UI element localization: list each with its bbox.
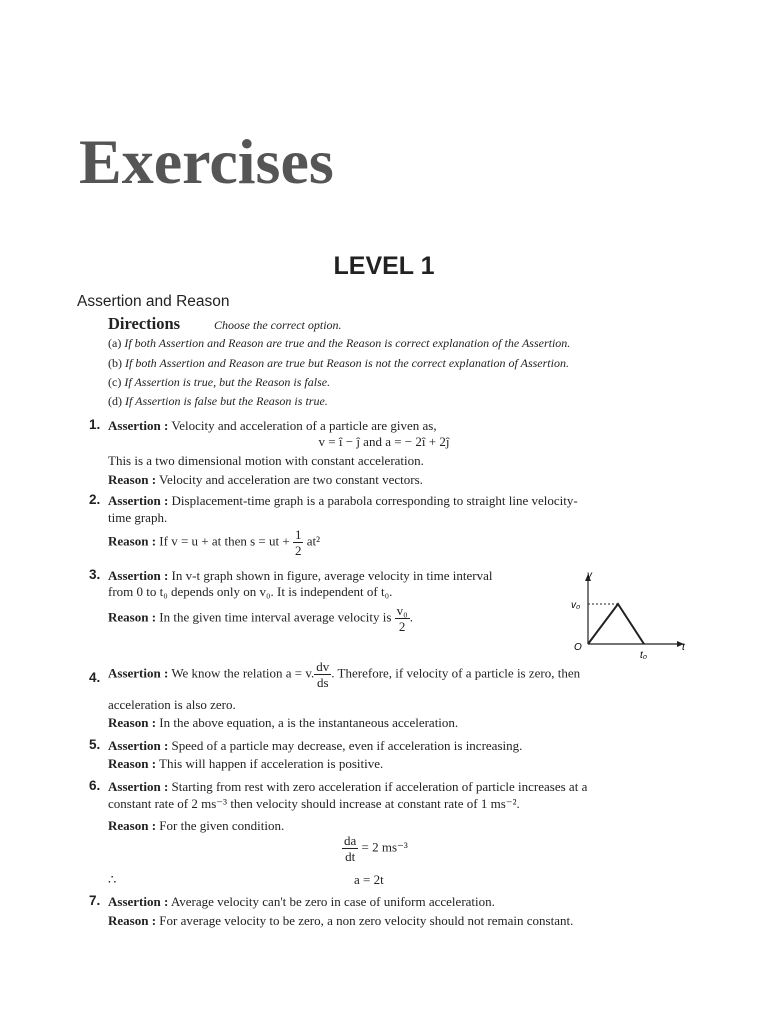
denominator: 2 (398, 619, 406, 634)
vt-graph (560, 566, 700, 666)
question-number: 1. (89, 417, 101, 432)
question-number: 2. (89, 492, 101, 507)
directions-text: Choose the correct option. (214, 318, 342, 332)
option-a (108, 336, 570, 351)
q4-reason (108, 715, 458, 731)
q2-assertion-cont: time graph. (108, 510, 168, 525)
assertion-text: Speed of a particle may decrease, even if acceleration is increasing. (171, 738, 523, 753)
reason-label: Reason : (108, 609, 157, 625)
reason-text: Velocity and acceleration are two constant vectors. (159, 472, 423, 487)
assertion-text: Displacement-time graph is a parabola corresponding to straight line velocity- (171, 493, 578, 508)
denominator: 2 (294, 543, 302, 558)
section-heading: Assertion and Reason (77, 293, 230, 310)
question-number: 7. (89, 893, 101, 908)
origin-label: O (574, 642, 582, 653)
q3-assertion-cont: from 0 to t₀ depends only on v₀. It is independent of t₀. (108, 584, 393, 599)
therefore-symbol: ∴ (108, 872, 117, 887)
equation-rhs: = 2 ms⁻³ (361, 839, 408, 855)
fraction (395, 604, 410, 633)
denominator: ds (317, 675, 329, 690)
fraction (342, 834, 358, 863)
assertion-text: Average velocity can't be zero in case of uniform acceleration. (170, 894, 495, 909)
q7-assertion (108, 894, 495, 910)
x-axis-label: t (682, 642, 685, 653)
reason-label: Reason : (108, 756, 157, 771)
assertion-label: Assertion : (108, 418, 169, 433)
q5-assertion (108, 738, 522, 754)
reason-text: In the given time interval average velocity is (159, 609, 392, 625)
reason-label: Reason : (108, 913, 157, 928)
assertion-text-end: . Therefore, if velocity of a particle is zero, then (331, 665, 581, 681)
level-heading: LEVEL 1 (333, 252, 435, 280)
q1-extra: This is a two dimensional motion with constant acceleration. (108, 453, 424, 468)
page-title: Exercises (79, 126, 334, 197)
assertion-text: We know the relation a = v. (171, 665, 315, 681)
numerator: 1 (294, 527, 302, 542)
option-d (108, 394, 328, 409)
q4-assertion (108, 660, 692, 689)
option-key: (c) (108, 375, 122, 389)
q6-equation-1 (342, 834, 408, 863)
option-text: If both Assertion and Reason are true and the Reason is correct explanation of the Assertion. (124, 336, 571, 350)
assertion-label: Assertion : (108, 738, 169, 753)
numerator: da (344, 833, 357, 848)
q5-reason (108, 756, 383, 772)
q1-equation: v = î − ĵ and a = − 2î + 2ĵ (318, 434, 450, 449)
option-key: (d) (108, 394, 122, 408)
reason-text: If v = u + at then s = ut + (159, 533, 290, 549)
question-number: 6. (89, 778, 101, 793)
question-number: 3. (89, 567, 101, 582)
option-text: If Assertion is true, but the Reason is false. (124, 375, 331, 389)
q7-reason (108, 913, 573, 929)
q3-reason: Reason : In the given time interval average velocity is $\frac{\text{v₀}}{2}$ . (108, 603, 413, 634)
q1-assertion (108, 418, 437, 434)
q2-reason (108, 528, 320, 557)
y-axis-label: v (587, 570, 592, 581)
assertion-label: Assertion : (108, 568, 169, 583)
assertion-text: Starting from rest with zero acceleration if acceleration of particle increases at a (171, 779, 588, 794)
q6-assertion (108, 779, 587, 795)
fraction (314, 660, 331, 689)
reason-text: This will happen if acceleration is positive. (159, 756, 384, 771)
assertion-text: Velocity and acceleration of a particle are given as, (171, 418, 437, 433)
denominator: dt (345, 849, 356, 864)
assertion-text: In v-t graph shown in figure, average velocity in time interval (171, 568, 493, 583)
q3-assertion (108, 568, 492, 584)
reason-label: Reason : (108, 472, 157, 487)
reason-text-end: at² (306, 533, 320, 549)
reason-text: For average velocity to be zero, a non zero velocity should not remain constant. (159, 913, 574, 928)
option-b (108, 356, 569, 371)
question-number: 4. (89, 670, 101, 685)
option-c (108, 375, 330, 390)
option-text: If Assertion is false but the Reason is true. (125, 394, 328, 408)
directions-heading: Directions (108, 314, 181, 333)
reason-text: For the given condition. (159, 818, 285, 833)
v0-label: v₀ (571, 600, 581, 611)
t0-label: t₀ (640, 650, 647, 661)
option-key: (b) (108, 356, 122, 370)
reason-label: Reason : (108, 533, 157, 549)
q4-assertion-cont: acceleration is also zero. (108, 697, 236, 712)
assertion-label: Assertion : (108, 779, 169, 794)
fraction (293, 528, 304, 557)
reason-text: In the above equation, a is the instantaneous acceleration. (159, 715, 459, 730)
question-number: 5. (89, 737, 101, 752)
reason-label: Reason : (108, 818, 157, 833)
velocity-triangle (588, 604, 644, 644)
option-key: (a) (108, 336, 122, 350)
numerator: v₀ (396, 603, 408, 618)
assertion-label: Assertion : (108, 493, 169, 508)
assertion-label: Assertion : (108, 894, 169, 909)
option-text: If both Assertion and Reason are true but Reason is not the correct explanation of Assertion. (125, 356, 569, 370)
q6-reason (108, 818, 284, 834)
numerator: dv (316, 659, 330, 674)
q1-reason (108, 472, 423, 488)
reason-label: Reason : (108, 715, 157, 730)
q6-assertion-cont: constant rate of 2 ms⁻³ then velocity should increase at constant rate of 1 ms⁻². (108, 796, 520, 811)
q2-assertion (108, 493, 578, 509)
q6-equation-2: a = 2t (354, 872, 384, 887)
assertion-label: Assertion : (108, 665, 169, 681)
